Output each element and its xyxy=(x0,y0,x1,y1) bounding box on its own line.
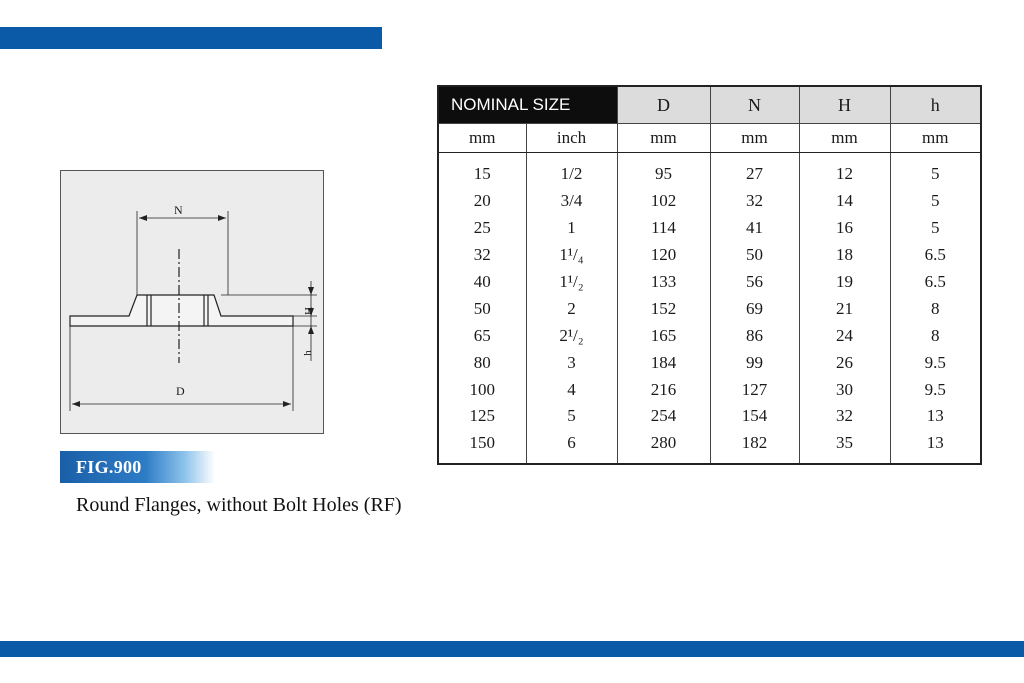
unit-H: mm xyxy=(799,124,890,153)
cell-H: 12 xyxy=(799,153,890,188)
dimension-H-label: H xyxy=(302,307,315,315)
table-units-row xyxy=(438,124,981,153)
cell-H: 14 xyxy=(799,188,890,215)
cell-h: 8 xyxy=(890,295,981,322)
table-row xyxy=(438,188,981,215)
table-row xyxy=(438,269,981,296)
cell-N: 127 xyxy=(710,376,799,403)
cell-nominal-inch: 5 xyxy=(526,403,617,430)
table-row xyxy=(438,430,981,464)
cell-h: 5 xyxy=(890,188,981,215)
table-row xyxy=(438,242,981,269)
figure-number: FIG.900 xyxy=(76,457,142,477)
cell-h: 6.5 xyxy=(890,242,981,269)
header-H: H xyxy=(799,86,890,124)
cell-nominal-mm: 150 xyxy=(469,433,495,453)
cell-D: 120 xyxy=(617,242,710,269)
header-N: N xyxy=(710,86,799,124)
cell-H: 19 xyxy=(799,269,890,296)
cell-nominal-inch: 1 xyxy=(526,215,617,242)
figure-caption: Round Flanges, without Bolt Holes (RF) xyxy=(76,494,402,516)
cell-N: 50 xyxy=(710,242,799,269)
cell-N: 86 xyxy=(710,322,799,349)
cell-nominal-mm: 32 xyxy=(473,245,491,265)
cell-H: 26 xyxy=(799,349,890,376)
top-accent-bar xyxy=(0,27,382,49)
dimension-h-label: h xyxy=(301,350,314,356)
unit-nominal-mm: mm xyxy=(438,124,526,153)
cell-nominal-inch: 3/4 xyxy=(526,188,617,215)
cell-D: 254 xyxy=(617,403,710,430)
unit-h: mm xyxy=(890,124,981,153)
cell-nominal-mm: 80 xyxy=(473,352,491,372)
cell-nominal-inch: 1¹/₄ xyxy=(526,242,617,269)
cell-H: 21 xyxy=(799,295,890,322)
cell-D: 133 xyxy=(617,269,710,296)
table-row xyxy=(438,376,981,403)
cell-h: 13 xyxy=(890,403,981,430)
cell-H: 16 xyxy=(799,215,890,242)
cell-H: 18 xyxy=(799,242,890,269)
cell-D: 165 xyxy=(617,322,710,349)
cell-nominal-mm: 100 xyxy=(469,379,495,399)
cell-N: 99 xyxy=(710,349,799,376)
cell-nominal-inch: 1/2 xyxy=(526,153,617,188)
cell-h: 6.5 xyxy=(890,269,981,296)
flange-drawing xyxy=(60,170,324,434)
table-row xyxy=(438,403,981,430)
cell-N: 182 xyxy=(710,430,799,464)
cell-nominal-inch: 2¹/₂ xyxy=(526,322,617,349)
cell-h: 13 xyxy=(890,430,981,464)
cell-nominal-inch: 4 xyxy=(526,376,617,403)
cell-D: 280 xyxy=(617,430,710,464)
cell-D: 152 xyxy=(617,295,710,322)
cell-nominal-inch: 3 xyxy=(526,349,617,376)
cell-N: 27 xyxy=(710,153,799,188)
cell-nominal-mm: 25 xyxy=(473,218,491,238)
cell-D: 216 xyxy=(617,376,710,403)
table-row xyxy=(438,322,981,349)
cell-N: 154 xyxy=(710,403,799,430)
cell-h: 5 xyxy=(890,215,981,242)
cell-N: 69 xyxy=(710,295,799,322)
cell-D: 95 xyxy=(617,153,710,188)
cell-h: 8 xyxy=(890,322,981,349)
cell-nominal-mm: 50 xyxy=(473,298,491,318)
unit-N: mm xyxy=(710,124,799,153)
cell-nominal-inch: 6 xyxy=(526,430,617,464)
table-row xyxy=(438,349,981,376)
cell-nominal-mm: 65 xyxy=(473,325,491,345)
cell-H: 24 xyxy=(799,322,890,349)
cell-nominal-mm: 125 xyxy=(469,406,495,426)
cell-H: 32 xyxy=(799,403,890,430)
cell-h: 9.5 xyxy=(890,376,981,403)
cell-H: 30 xyxy=(799,376,890,403)
cell-N: 41 xyxy=(710,215,799,242)
cell-h: 9.5 xyxy=(890,349,981,376)
cell-D: 114 xyxy=(617,215,710,242)
unit-nominal-inch: inch xyxy=(526,124,617,153)
unit-D: mm xyxy=(617,124,710,153)
cell-h: 5 xyxy=(890,153,981,188)
bottom-accent-bar xyxy=(0,641,1024,657)
cell-N: 56 xyxy=(710,269,799,296)
header-nominal-size: NOMINAL SIZE xyxy=(438,86,617,124)
header-D: D xyxy=(617,86,710,124)
cell-D: 184 xyxy=(617,349,710,376)
header-h: h xyxy=(890,86,981,124)
flange-cross-section-diagram xyxy=(61,171,323,433)
cell-nominal-mm: 20 xyxy=(473,191,491,211)
table-row xyxy=(438,215,981,242)
table-row xyxy=(438,153,981,188)
cell-nominal-mm: 15 xyxy=(473,164,491,184)
cell-D: 102 xyxy=(617,188,710,215)
dimension-D-label: D xyxy=(176,384,185,398)
dimension-N-label: N xyxy=(174,203,183,217)
table-row xyxy=(438,295,981,322)
flange-dimension-table xyxy=(437,85,982,465)
cell-nominal-inch: 1¹/₂ xyxy=(526,269,617,296)
figure-number-banner xyxy=(60,451,215,483)
cell-H: 35 xyxy=(799,430,890,464)
cell-nominal-mm: 40 xyxy=(473,272,491,291)
cell-nominal-inch: 2 xyxy=(526,295,617,322)
table-header-row xyxy=(438,86,981,124)
cell-N: 32 xyxy=(710,188,799,215)
